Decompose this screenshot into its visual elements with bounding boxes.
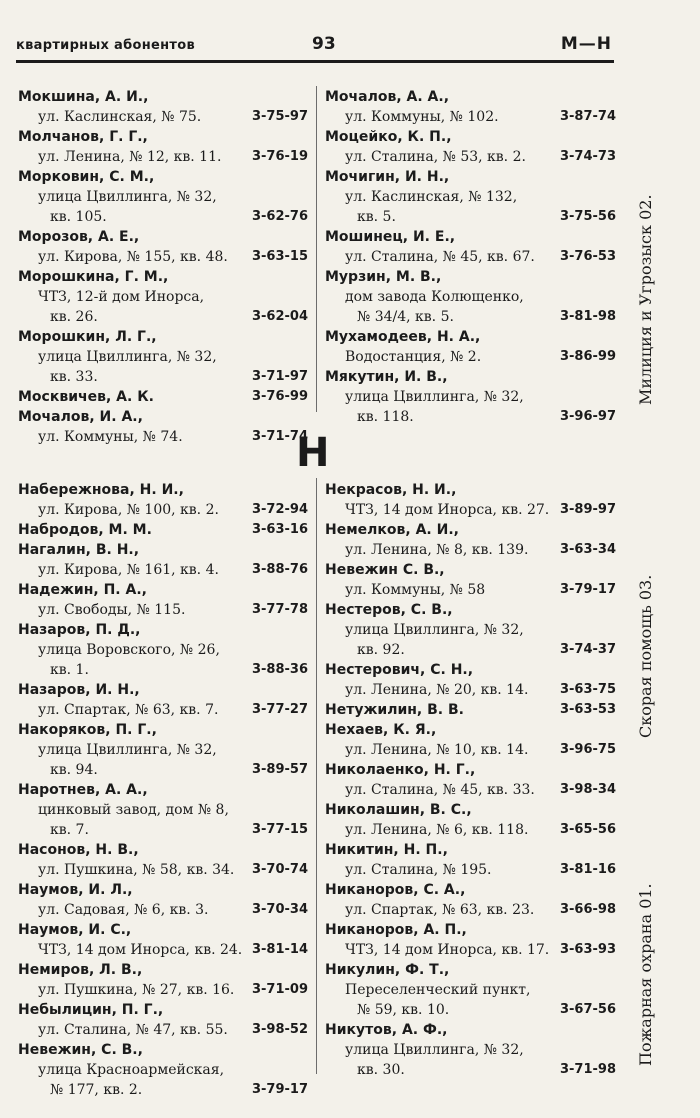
entry-address-line xyxy=(325,407,616,427)
subscriber-name: Надежин, П. А., xyxy=(18,582,147,598)
phone-number: 3-66-98 xyxy=(559,902,616,917)
subscriber-address: улица Цвиллинга, № 32, xyxy=(38,189,217,205)
entry-address-line xyxy=(18,247,308,267)
subscriber-address: ул. Сталина, № 45, кв. 33. xyxy=(345,782,535,798)
entry-address-line xyxy=(325,147,616,167)
subscriber-name: Морошкина, Г. М., xyxy=(18,269,169,285)
m-column-separator xyxy=(316,86,317,412)
entry-name-line xyxy=(18,327,308,347)
subscriber-name: Мошинец, И. Е., xyxy=(325,229,456,245)
subscriber-address: кв. 30. xyxy=(357,1062,405,1078)
subscriber-name: Николашин, В. С., xyxy=(325,802,472,818)
phone-number: 3-79-17 xyxy=(559,582,616,597)
directory-entry xyxy=(325,167,616,227)
phone-number: 3-76-99 xyxy=(251,389,308,404)
entry-name-line xyxy=(325,267,616,287)
n-right-column xyxy=(325,480,616,1080)
subscriber-name: Накоряков, П. Г., xyxy=(18,722,157,738)
entry-address-line xyxy=(18,660,308,680)
subscriber-name: Никаноров, С. А., xyxy=(325,882,466,898)
directory-entry xyxy=(18,127,308,167)
entry-name-line xyxy=(325,800,616,820)
directory-entry xyxy=(18,680,308,720)
entry-address-line xyxy=(325,980,616,1000)
entry-address-line xyxy=(325,780,616,800)
subscriber-name: Насонов, Н. В., xyxy=(18,842,139,858)
phone-number: 3-79-17 xyxy=(251,1082,308,1097)
subscriber-address: ул. Пушкина, № 58, кв. 34. xyxy=(38,862,235,878)
entry-name-line xyxy=(325,560,616,580)
n-column-separator xyxy=(316,478,317,1074)
entry-name-line xyxy=(325,327,616,347)
entry-address-line xyxy=(18,207,308,227)
entry-name-line xyxy=(18,1000,308,1020)
phone-number: 3-63-93 xyxy=(559,942,616,957)
entry-name-line xyxy=(18,540,308,560)
directory-entry xyxy=(325,367,616,427)
entry-address-line xyxy=(325,1040,616,1060)
directory-entry xyxy=(325,480,616,520)
entry-name-line xyxy=(18,880,308,900)
directory-entry xyxy=(325,267,616,327)
entry-name-line xyxy=(325,87,616,107)
entry-address-line xyxy=(18,820,308,840)
phone-number: 3-71-74 xyxy=(251,429,308,444)
entry-address-line xyxy=(18,147,308,167)
entry-name-line xyxy=(325,760,616,780)
phone-number: 3-96-97 xyxy=(559,409,616,424)
directory-entry xyxy=(325,87,616,127)
subscriber-address: Переселенческий пункт, xyxy=(345,982,531,998)
entry-address-line xyxy=(325,187,616,207)
subscriber-address: ул. Ленина, № 6, кв. 118. xyxy=(345,822,529,838)
subscriber-address: улица Цвиллинга, № 32, xyxy=(345,1042,524,1058)
entry-address-line xyxy=(18,860,308,880)
directory-entry xyxy=(18,267,308,327)
phone-number: 3-63-53 xyxy=(559,702,616,717)
entry-address-line xyxy=(325,580,616,600)
subscriber-name: Мочалов, И. А., xyxy=(18,409,143,425)
subscriber-name: Мурзин, М. В., xyxy=(325,269,442,285)
entry-address-line xyxy=(325,307,616,327)
subscriber-address: ЧТЗ, 14 дом Инорса, кв. 24. xyxy=(38,942,243,958)
n-left-column xyxy=(18,480,308,1100)
subscriber-address: улица Красноармейская, xyxy=(38,1062,225,1078)
entry-address-line xyxy=(18,427,308,447)
entry-name-line xyxy=(325,840,616,860)
header-section-title: квартирных абонентов xyxy=(16,38,195,53)
subscriber-address: ул. Каслинская, № 75. xyxy=(38,109,202,125)
subscriber-address: ул. Кирова, № 161, кв. 4. xyxy=(38,562,219,578)
subscriber-address: улица Воровского, № 26, xyxy=(38,642,220,658)
subscriber-name: Морошкин, Л. Г., xyxy=(18,329,157,345)
directory-entry xyxy=(18,480,308,520)
subscriber-address: ул. Коммуны, № 74. xyxy=(38,429,183,445)
entry-name-line xyxy=(18,920,308,940)
subscriber-name: Немелков, А. И., xyxy=(325,522,459,538)
section-letter-heading: Н xyxy=(296,430,330,476)
subscriber-name: Немиров, Л. В., xyxy=(18,962,143,978)
directory-entry xyxy=(18,327,308,387)
phone-number: 3-72-94 xyxy=(251,502,308,517)
directory-entry xyxy=(18,520,308,540)
phone-number: 3-88-76 xyxy=(251,562,308,577)
subscriber-name: Морковин, С. М., xyxy=(18,169,155,185)
subscriber-address: улица Цвиллинга, № 32, xyxy=(345,389,524,405)
entry-name-line xyxy=(325,367,616,387)
subscriber-address: кв. 5. xyxy=(357,209,396,225)
phone-number: 3-86-99 xyxy=(559,349,616,364)
phone-number: 3-81-98 xyxy=(559,309,616,324)
phone-number: 3-75-97 xyxy=(251,109,308,124)
subscriber-address: ул. Кирова, № 155, кв. 48. xyxy=(38,249,228,265)
phone-number: 3-70-34 xyxy=(251,902,308,917)
phone-number: 3-74-37 xyxy=(559,642,616,657)
entry-address-line xyxy=(18,700,308,720)
directory-entry xyxy=(325,227,616,267)
phone-number: 3-63-34 xyxy=(559,542,616,557)
entry-name-line xyxy=(18,127,308,147)
phone-number: 3-63-75 xyxy=(559,682,616,697)
subscriber-address: кв. 118. xyxy=(357,409,414,425)
directory-entry xyxy=(18,780,308,840)
entry-address-line xyxy=(325,247,616,267)
subscriber-address: дом завода Колющенко, xyxy=(345,289,524,305)
phone-number: 3-76-53 xyxy=(559,249,616,264)
subscriber-address: ул. Сталина, № 53, кв. 2. xyxy=(345,149,526,165)
phone-number: 3-67-56 xyxy=(559,1002,616,1017)
subscriber-name: Некрасов, Н. И., xyxy=(325,482,457,498)
entry-address-line xyxy=(325,740,616,760)
directory-entry xyxy=(325,800,616,840)
subscriber-address: ул. Сталина, № 195. xyxy=(345,862,492,878)
side-note-police: Милиция и Угрозыск 02. xyxy=(636,194,655,405)
phone-number: 3-77-15 xyxy=(251,822,308,837)
phone-number: 3-70-74 xyxy=(251,862,308,877)
phone-number: 3-74-73 xyxy=(559,149,616,164)
directory-entry xyxy=(18,407,308,447)
phone-number: 3-71-98 xyxy=(559,1062,616,1077)
directory-entry xyxy=(325,920,616,960)
entry-name-line xyxy=(325,227,616,247)
subscriber-name: Наумов, И. Л., xyxy=(18,882,133,898)
directory-entry xyxy=(18,1000,308,1040)
subscriber-address: ул. Садовая, № 6, кв. 3. xyxy=(38,902,209,918)
directory-entry xyxy=(18,840,308,880)
phone-number: 3-88-36 xyxy=(251,662,308,677)
entry-name-line xyxy=(325,167,616,187)
phone-number: 3-87-74 xyxy=(559,109,616,124)
directory-entry xyxy=(18,920,308,960)
phone-number: 3-65-56 xyxy=(559,822,616,837)
subscriber-address: ул. Ленина, № 8, кв. 139. xyxy=(345,542,529,558)
subscriber-address: ул. Каслинская, № 132, xyxy=(345,189,518,205)
directory-entry xyxy=(18,387,308,407)
entry-address-line xyxy=(325,940,616,960)
entry-name-line xyxy=(325,920,616,940)
entry-address-line xyxy=(18,560,308,580)
entry-name-line xyxy=(325,600,616,620)
directory-entry xyxy=(325,700,616,720)
directory-entry xyxy=(325,560,616,600)
entry-address-line xyxy=(325,820,616,840)
subscriber-address: ул. Ленина, № 20, кв. 14. xyxy=(345,682,529,698)
subscriber-name: Нетужилин, В. В. xyxy=(325,702,464,718)
directory-entry xyxy=(325,660,616,700)
directory-entry xyxy=(18,960,308,1000)
subscriber-address: улица Цвиллинга, № 32, xyxy=(38,349,217,365)
entry-name-line xyxy=(325,480,616,500)
entry-name-line xyxy=(18,387,308,407)
entry-name-line xyxy=(18,620,308,640)
entry-name-line xyxy=(18,267,308,287)
directory-entry xyxy=(325,127,616,167)
subscriber-name: Наумов, И. С., xyxy=(18,922,132,938)
entry-address-line xyxy=(18,760,308,780)
entry-name-line xyxy=(18,87,308,107)
subscriber-name: Мухамодеев, Н. А., xyxy=(325,329,481,345)
side-note-ambulance: Скорая помощь 03. xyxy=(636,574,655,738)
directory-entry xyxy=(18,580,308,620)
subscriber-address: ул. Ленина, № 12, кв. 11. xyxy=(38,149,222,165)
directory-entry xyxy=(18,87,308,127)
subscriber-address: кв. 33. xyxy=(50,369,98,385)
entry-name-line xyxy=(18,580,308,600)
entry-address-line xyxy=(325,287,616,307)
subscriber-address: цинковый завод, дом № 8, xyxy=(38,802,229,818)
entry-name-line xyxy=(18,680,308,700)
entry-name-line xyxy=(18,407,308,427)
m-right-column xyxy=(325,87,616,427)
entry-address-line xyxy=(325,620,616,640)
entry-address-line xyxy=(325,347,616,367)
phone-number: 3-98-34 xyxy=(559,782,616,797)
entry-address-line xyxy=(18,287,308,307)
entry-name-line xyxy=(18,1040,308,1060)
entry-address-line xyxy=(325,207,616,227)
entry-address-line xyxy=(325,900,616,920)
entry-address-line xyxy=(18,1020,308,1040)
entry-name-line xyxy=(325,660,616,680)
subscriber-name: Наротнев, А. А., xyxy=(18,782,148,798)
entry-name-line xyxy=(325,720,616,740)
entry-address-line xyxy=(325,500,616,520)
directory-entry xyxy=(325,600,616,660)
phone-number: 3-77-27 xyxy=(251,702,308,717)
phone-number: 3-89-57 xyxy=(251,762,308,777)
page-header xyxy=(16,34,614,58)
phone-number: 3-77-78 xyxy=(251,602,308,617)
directory-entry xyxy=(325,520,616,560)
phone-number: 3-81-14 xyxy=(251,942,308,957)
entry-name-line xyxy=(18,480,308,500)
side-note-fire: Пожарная охрана 01. xyxy=(636,883,655,1066)
phone-number: 3-62-04 xyxy=(251,309,308,324)
subscriber-name: Николаенко, Н. Г., xyxy=(325,762,476,778)
phone-number: 3-96-75 xyxy=(559,742,616,757)
m-left-column xyxy=(18,87,308,447)
entry-name-line xyxy=(18,720,308,740)
phone-number: 3-62-76 xyxy=(251,209,308,224)
phone-number: 3-89-97 xyxy=(559,502,616,517)
phone-number: 3-71-09 xyxy=(251,982,308,997)
subscriber-name: Нехаев, К. Я., xyxy=(325,722,437,738)
entry-address-line xyxy=(325,640,616,660)
entry-address-line xyxy=(18,600,308,620)
entry-address-line xyxy=(18,307,308,327)
entry-name-line xyxy=(18,227,308,247)
subscriber-address: ЧТЗ, 12-й дом Инорса, xyxy=(38,289,205,305)
directory-entry xyxy=(18,540,308,580)
entry-address-line xyxy=(18,1060,308,1080)
subscriber-name: Нестерович, С. Н., xyxy=(325,662,474,678)
subscriber-address: ул. Кирова, № 100, кв. 2. xyxy=(38,502,219,518)
directory-entry xyxy=(325,720,616,760)
subscriber-address: ул. Ленина, № 10, кв. 14. xyxy=(345,742,529,758)
entry-address-line xyxy=(325,1000,616,1020)
entry-name-line xyxy=(325,880,616,900)
entry-address-line xyxy=(18,900,308,920)
subscriber-address: ЧТЗ, 14 дом Инорса, кв. 17. xyxy=(345,942,550,958)
directory-entry xyxy=(325,327,616,367)
entry-name-line xyxy=(18,960,308,980)
subscriber-address: кв. 105. xyxy=(50,209,107,225)
entry-address-line xyxy=(325,387,616,407)
phone-number: 3-63-16 xyxy=(251,522,308,537)
entry-address-line xyxy=(325,540,616,560)
entry-address-line xyxy=(18,980,308,1000)
directory-entry xyxy=(18,1040,308,1100)
subscriber-address: ЧТЗ, 14 дом Инорса, кв. 27. xyxy=(345,502,550,518)
subscriber-name: Набережнова, Н. И., xyxy=(18,482,184,498)
entry-name-line xyxy=(325,127,616,147)
entry-name-line xyxy=(18,840,308,860)
subscriber-name: Набродов, М. М. xyxy=(18,522,152,538)
subscriber-address: кв. 94. xyxy=(50,762,98,778)
subscriber-address: кв. 92. xyxy=(357,642,405,658)
subscriber-address: кв. 26. xyxy=(50,309,98,325)
entry-address-line xyxy=(325,680,616,700)
subscriber-address: ул. Спартак, № 63, кв. 23. xyxy=(345,902,535,918)
directory-entry xyxy=(18,227,308,267)
subscriber-name: Никаноров, А. П., xyxy=(325,922,467,938)
phone-number: 3-98-52 xyxy=(251,1022,308,1037)
entry-address-line xyxy=(18,367,308,387)
entry-address-line xyxy=(18,187,308,207)
entry-address-line xyxy=(325,1060,616,1080)
entry-address-line xyxy=(18,1080,308,1100)
subscriber-name: Назаров, И. Н., xyxy=(18,682,140,698)
subscriber-name: Никитин, Н. П., xyxy=(325,842,448,858)
entry-name-line xyxy=(325,700,616,720)
subscriber-address: улица Цвиллинга, № 32, xyxy=(38,742,217,758)
subscriber-address: ул. Сталина, № 45, кв. 67. xyxy=(345,249,535,265)
phone-number: 3-76-19 xyxy=(251,149,308,164)
directory-entry xyxy=(325,760,616,800)
subscriber-name: Никутов, А. Ф., xyxy=(325,1022,448,1038)
subscriber-address: Водостанция, № 2. xyxy=(345,349,482,365)
subscriber-name: Невежин С. В., xyxy=(325,562,445,578)
subscriber-address: ул. Коммуны, № 102. xyxy=(345,109,499,125)
page-number: 93 xyxy=(312,34,336,54)
entry-address-line xyxy=(18,940,308,960)
subscriber-name: Нагалин, В. Н., xyxy=(18,542,140,558)
subscriber-address: ул. Коммуны, № 58 xyxy=(345,582,486,598)
entry-address-line xyxy=(18,800,308,820)
subscriber-name: Мочигин, И. Н., xyxy=(325,169,450,185)
subscriber-address: № 34/4, кв. 5. xyxy=(357,309,454,325)
subscriber-address: кв. 7. xyxy=(50,822,89,838)
entry-address-line xyxy=(18,500,308,520)
phone-number: 3-75-56 xyxy=(559,209,616,224)
subscriber-address: ул. Сталина, № 47, кв. 55. xyxy=(38,1022,228,1038)
entry-name-line xyxy=(325,960,616,980)
subscriber-name: Небылицин, П. Г., xyxy=(18,1002,164,1018)
directory-entry xyxy=(325,840,616,880)
subscriber-name: Мокшина, А. И., xyxy=(18,89,149,105)
directory-entry xyxy=(325,880,616,920)
subscriber-name: Нестеров, С. В., xyxy=(325,602,453,618)
subscriber-name: Моцейко, К. П., xyxy=(325,129,452,145)
directory-entry xyxy=(325,960,616,1020)
letter-range: М—Н xyxy=(560,34,612,54)
entry-address-line xyxy=(325,860,616,880)
phone-number: 3-81-16 xyxy=(559,862,616,877)
directory-entry xyxy=(18,720,308,780)
entry-name-line xyxy=(18,167,308,187)
header-rule xyxy=(16,60,614,63)
directory-entry xyxy=(18,167,308,227)
entry-address-line xyxy=(18,740,308,760)
subscriber-name: Мякутин, И. В., xyxy=(325,369,448,385)
directory-entry xyxy=(18,880,308,920)
phone-number: 3-71-97 xyxy=(251,369,308,384)
entry-name-line xyxy=(18,520,308,540)
phone-number: 3-63-15 xyxy=(251,249,308,264)
subscriber-address: улица Цвиллинга, № 32, xyxy=(345,622,524,638)
entry-name-line xyxy=(325,520,616,540)
entry-address-line xyxy=(18,347,308,367)
subscriber-address: кв. 1. xyxy=(50,662,89,678)
directory-entry xyxy=(325,1020,616,1080)
entry-name-line xyxy=(18,780,308,800)
subscriber-address: ул. Пушкина, № 27, кв. 16. xyxy=(38,982,235,998)
entry-address-line xyxy=(18,640,308,660)
subscriber-name: Мочалов, А. А., xyxy=(325,89,450,105)
subscriber-name: Молчанов, Г. Г., xyxy=(18,129,148,145)
subscriber-name: Назаров, П. Д., xyxy=(18,622,141,638)
subscriber-address: № 177, кв. 2. xyxy=(50,1082,143,1098)
subscriber-address: ул. Спартак, № 63, кв. 7. xyxy=(38,702,219,718)
entry-name-line xyxy=(325,1020,616,1040)
directory-entry xyxy=(18,620,308,680)
subscriber-name: Никулин, Ф. Т., xyxy=(325,962,450,978)
subscriber-name: Невежин, С. В., xyxy=(18,1042,143,1058)
subscriber-name: Морозов, А. Е., xyxy=(18,229,140,245)
subscriber-name: Москвичев, А. К. xyxy=(18,389,154,405)
subscriber-address: ул. Свободы, № 115. xyxy=(38,602,186,618)
entry-address-line xyxy=(18,107,308,127)
subscriber-address: № 59, кв. 10. xyxy=(357,1002,450,1018)
entry-address-line xyxy=(325,107,616,127)
